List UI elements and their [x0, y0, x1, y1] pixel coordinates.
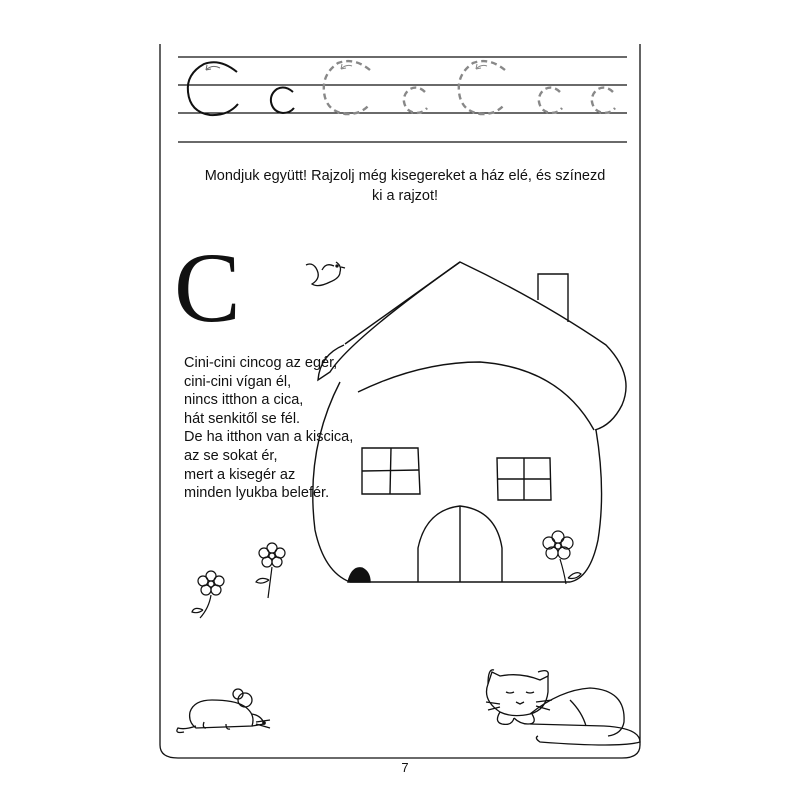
- letter-c-solid: [188, 62, 294, 115]
- arrow-icon: [341, 64, 487, 69]
- page-number: 7: [401, 760, 409, 775]
- poem-line: De ha itthon van a kiscica,: [184, 429, 354, 446]
- writing-guide-lines: [178, 57, 627, 142]
- poem-line: nincs itthon a cica,: [184, 392, 304, 409]
- arrow-icon: [206, 65, 220, 70]
- instruction-line-2: ki a rajzot!: [371, 188, 439, 204]
- poem-line: Cini-cini cincog az egér,: [184, 355, 338, 371]
- flower-icon: [256, 543, 285, 598]
- instruction-text: [190, 166, 620, 206]
- poem-line: az se sokat ér,: [184, 447, 278, 464]
- poem-line: hát senkitől se fél.: [184, 410, 301, 427]
- poem-line: cini-cini vígan él,: [184, 373, 292, 390]
- cat-icon: [486, 670, 640, 745]
- poem-line: minden lyukba belefér.: [184, 485, 330, 502]
- letter-c-tracing: [324, 61, 615, 114]
- big-letter: C: [174, 232, 241, 343]
- bird-icon: [306, 262, 345, 286]
- flower-icon: [543, 531, 581, 584]
- house-drawing: [313, 262, 626, 582]
- poem-line: mert a kisegér az: [184, 466, 296, 483]
- mouse-icon: [177, 689, 270, 733]
- poem: [184, 354, 353, 503]
- instruction-line-1: Mondjuk együtt! Rajzolj még kisegereket a ház elé, és színezd: [204, 168, 606, 184]
- flower-icon: [192, 571, 224, 618]
